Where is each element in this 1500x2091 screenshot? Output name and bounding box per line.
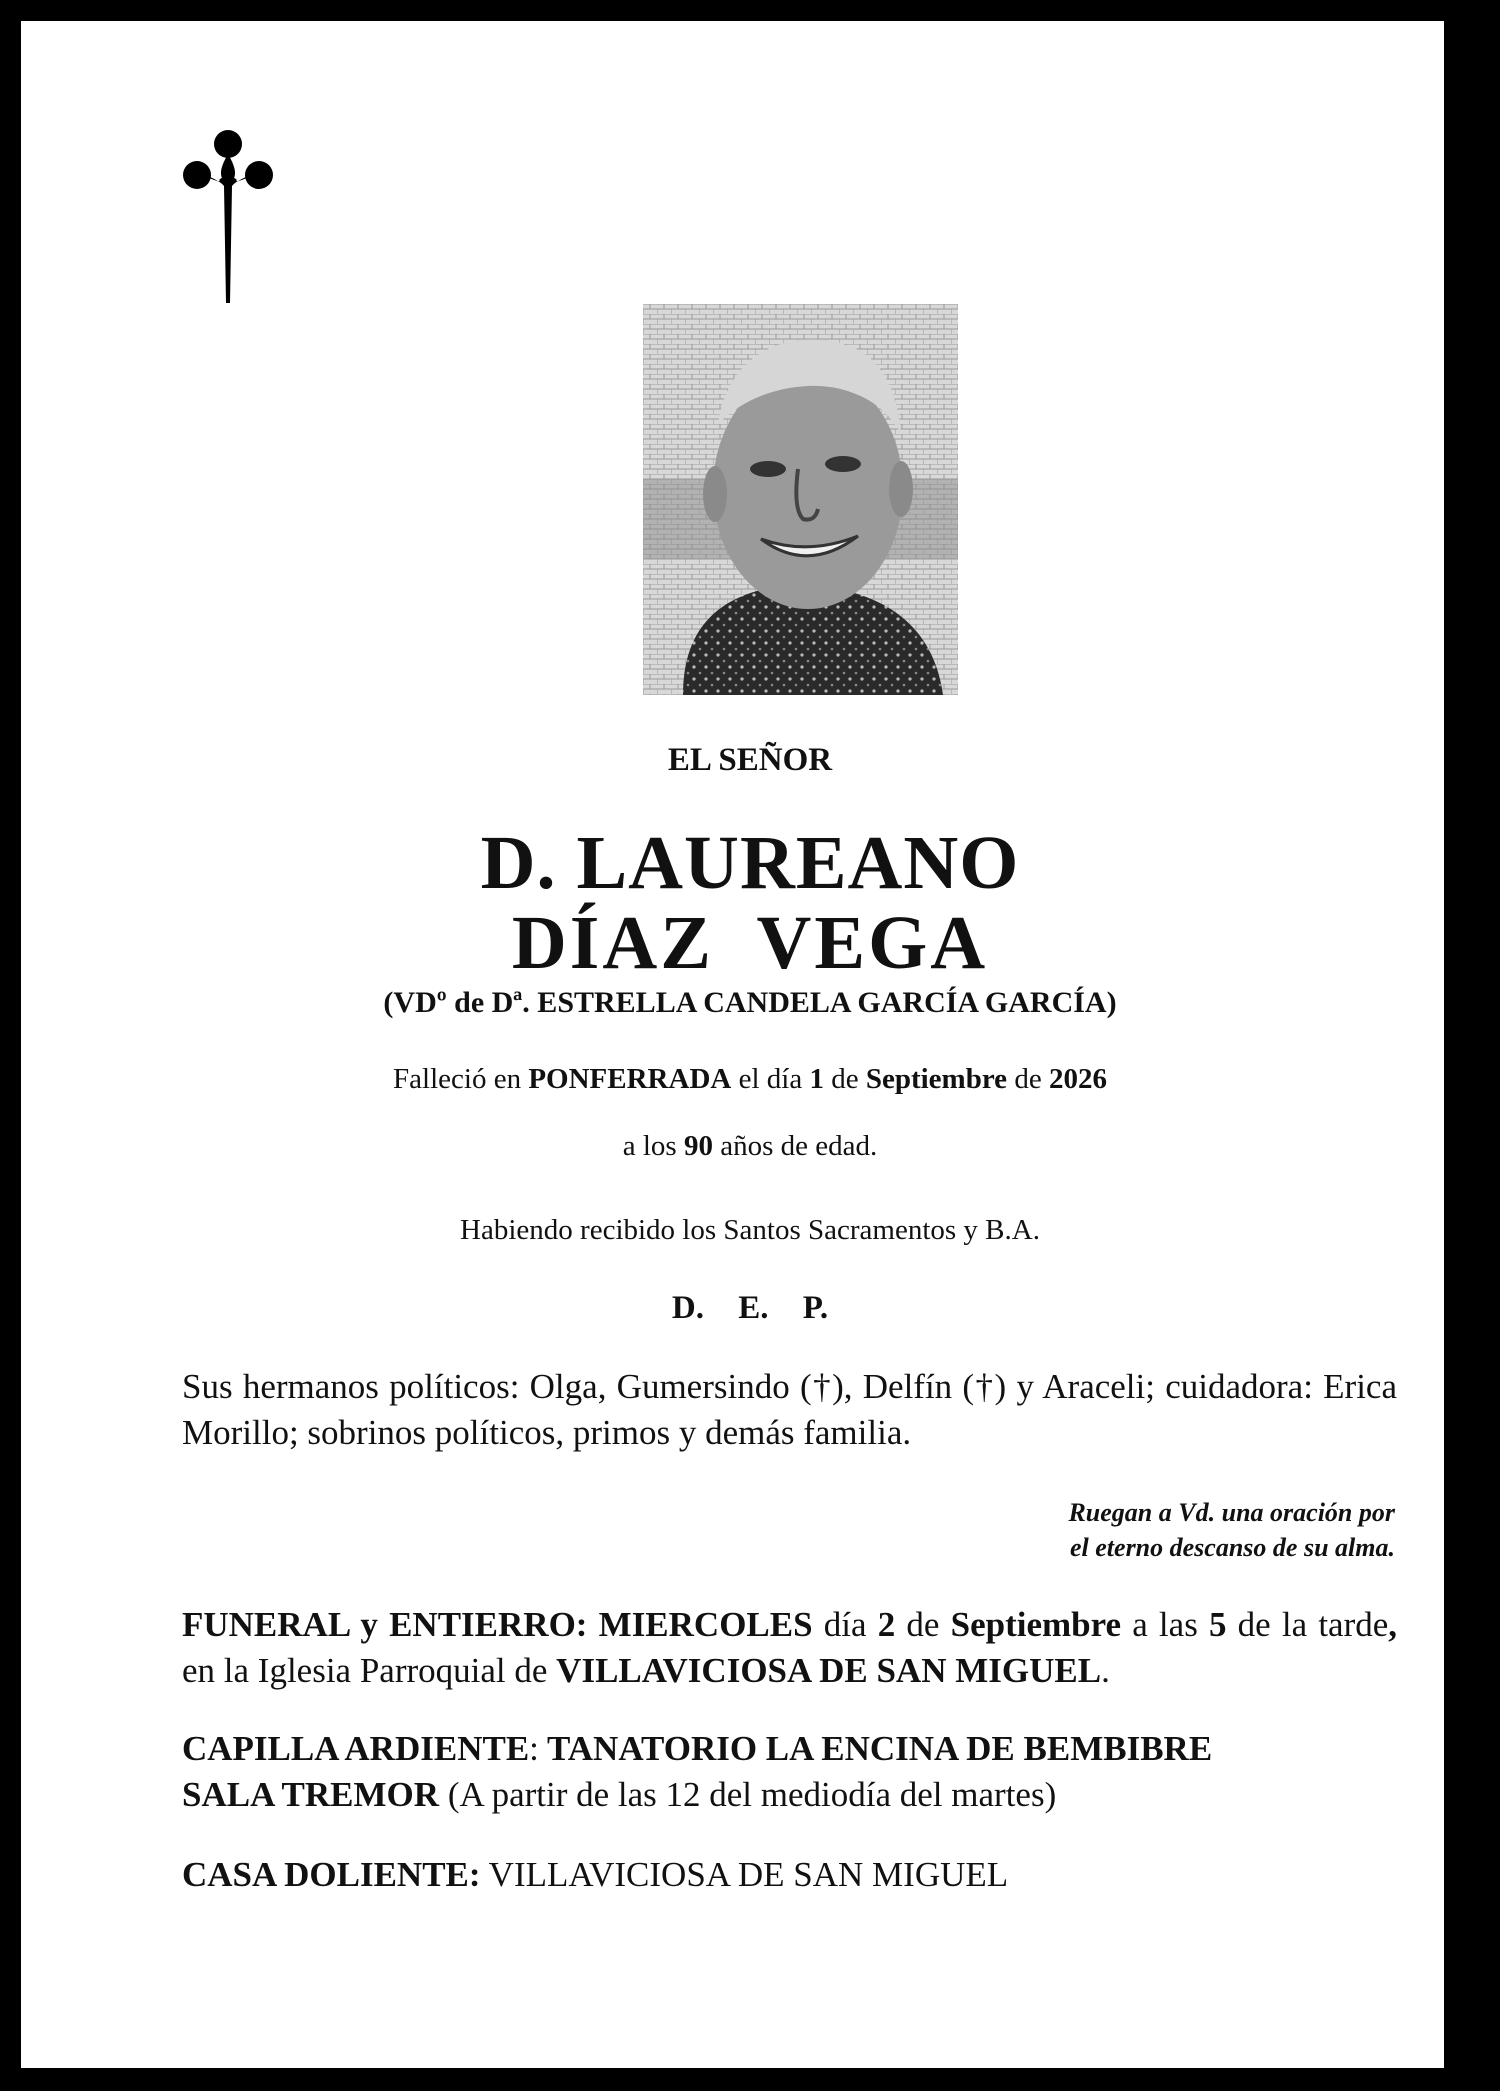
portrait-photo	[643, 304, 958, 695]
family-text: Sus hermanos políticos: Olga, Gumersindo (†), Delfín (†) y Araceli; cuidadora: Erica Morillo; sobrinos políticos, primos y demás familia.	[182, 1367, 1397, 1452]
prayer-request: Ruegan a Vd. una oración por el eterno descanso de su alma.	[1068, 1498, 1395, 1562]
heading: EL SEÑOR	[667, 742, 833, 778]
cross-icon	[183, 128, 273, 303]
dep-line: D. E. P.	[671, 1290, 829, 1326]
widower-of: (VDº de Dª. ESTRELLA CANDELA GARCÍA GARCÍA)	[383, 986, 1117, 1019]
death-info: Falleció en PONFERRADA el día 1 de Septiembre de 2026	[393, 1063, 1107, 1095]
deceased-name-line1: D. LAUREANO	[480, 821, 1020, 905]
mourning-house: CASA DOLIENTE: VILLAVICIOSA DE SAN MIGUEL	[182, 1855, 1009, 1894]
wake-info: CAPILLA ARDIENTE: TANATORIO LA ENCINA DE BEMBIBRE SALA TREMOR (A partir de las 12 del mediodía del martes)	[182, 1729, 1213, 1814]
age-info: a los 90 años de edad.	[622, 1130, 878, 1162]
sacraments: Habiendo recibido los Santos Sacramentos y B.A.	[460, 1214, 1040, 1246]
deceased-name-line2: DÍAZ VEGA	[511, 901, 989, 985]
funeral-info: FUNERAL y ENTIERRO: MIERCOLES día 2 de Septiembre a las 5 de la tarde, en la Iglesia Parroquial de VILLAVICIOSA DE SAN MIGUEL.	[182, 1605, 1398, 1690]
